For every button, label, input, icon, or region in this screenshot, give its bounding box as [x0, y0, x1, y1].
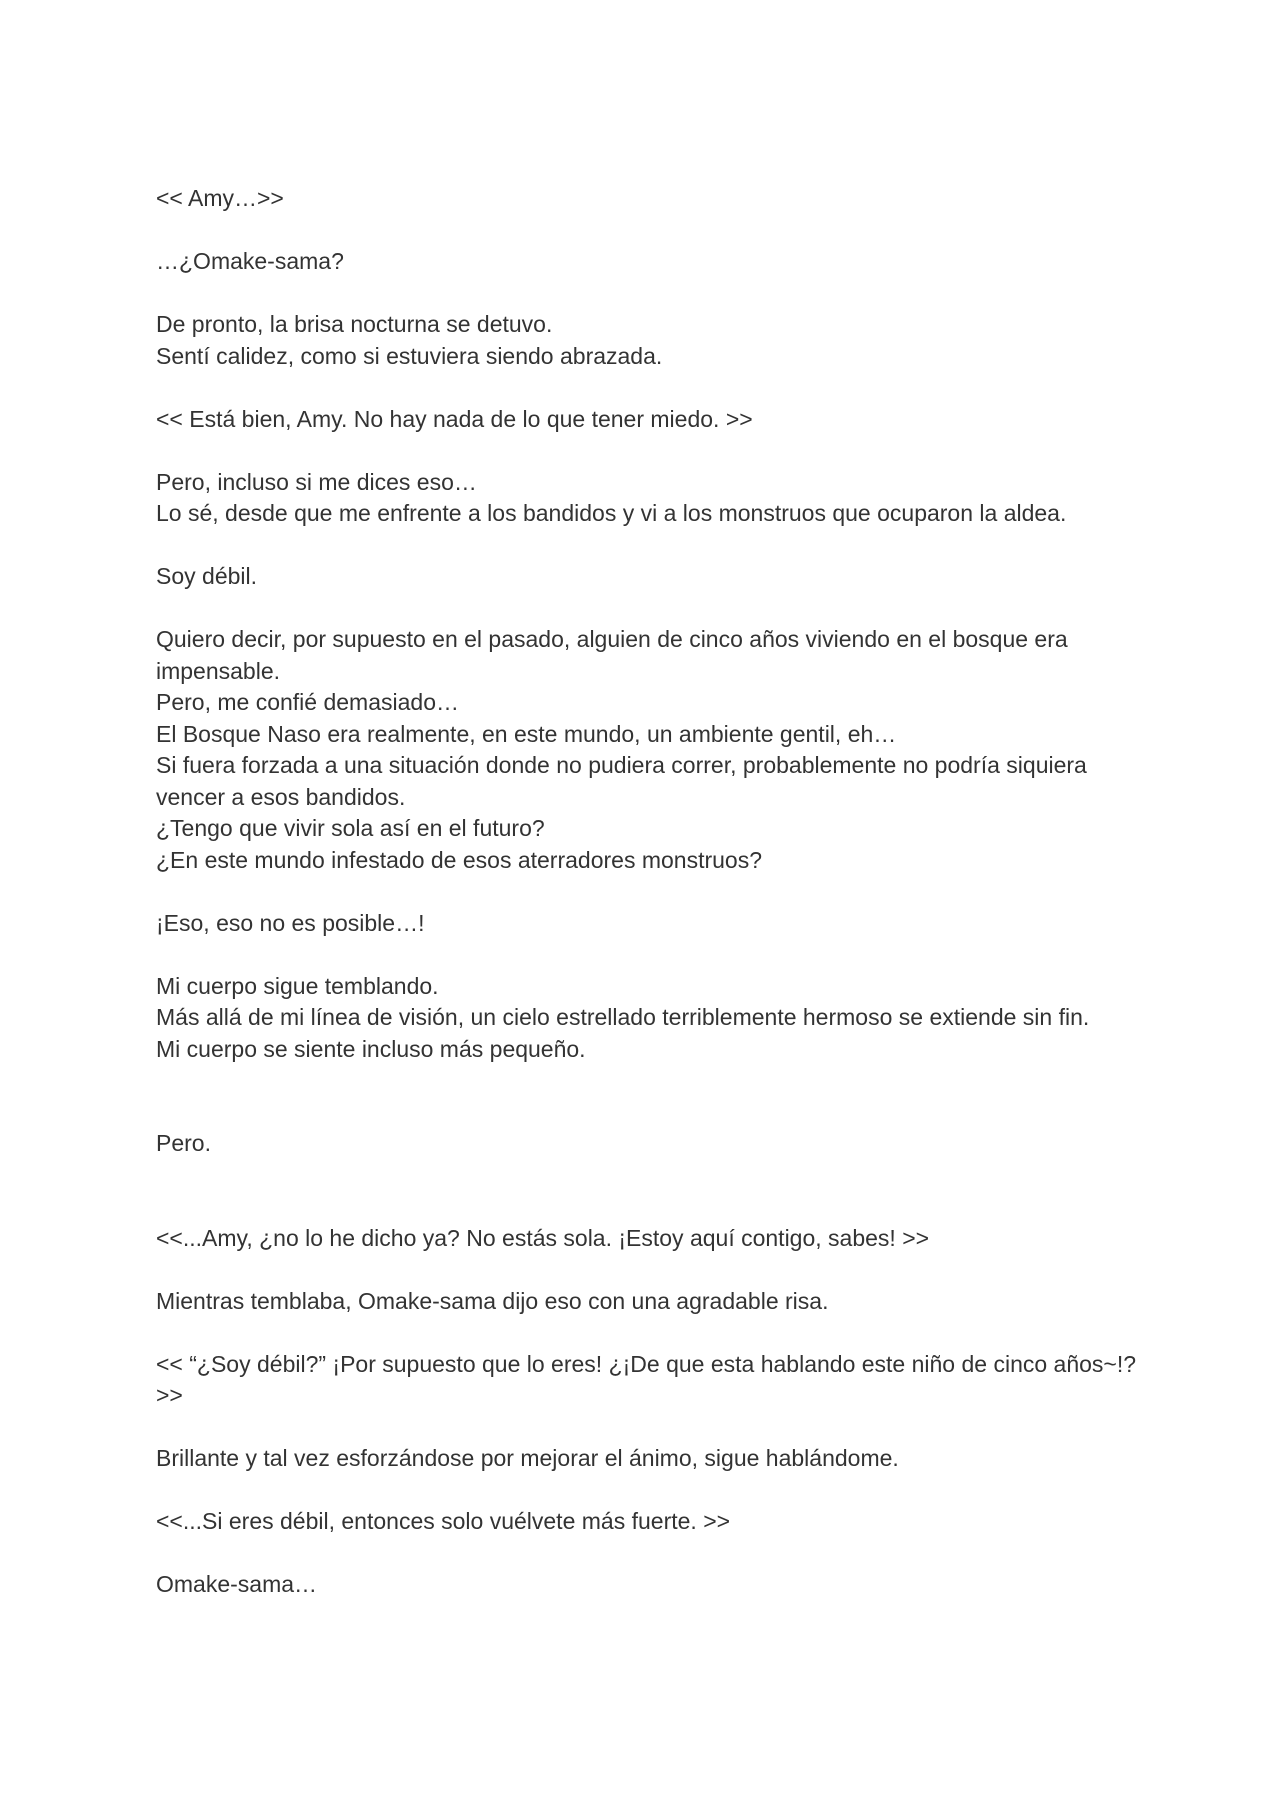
paragraph: [156, 624, 1156, 876]
text-line: Soy débil.: [156, 563, 258, 589]
blank-line: [156, 1191, 1156, 1223]
text-line: Quiero decir, por supuesto en el pasado, alguien de cinco años viviendo en el bosque era impensable.: [156, 626, 1075, 684]
blank-line: [156, 1097, 1156, 1129]
paragraph: [156, 183, 1156, 215]
paragraph: [156, 246, 1156, 278]
text-line: …¿Omake-sama?: [156, 248, 344, 274]
paragraph: [156, 1443, 1156, 1475]
text-line: Si fuera forzada a una situación donde no pudiera correr, probablemente no podría siquiera vencer a esos bandidos.: [156, 752, 1094, 810]
text-line: << Está bien, Amy. No hay nada de lo que tener miedo. >>: [156, 405, 753, 432]
text-line: Brillante y tal vez esforzándose por mejorar el ánimo, sigue hablándome.: [156, 1445, 899, 1471]
text-line: ¿En este mundo infestado de esos aterradores monstruos?: [156, 846, 763, 873]
paragraph: [156, 404, 1156, 436]
text-line: <<...Amy, ¿no lo he dicho ya? No estás sola. ¡Estoy aquí contigo, sabes! >>: [156, 1224, 930, 1251]
text-line: Mientras temblaba, Omake-sama dijo eso con una agradable risa.: [156, 1287, 829, 1314]
text-line: Pero, incluso si me dices eso…: [156, 468, 477, 495]
text-line: ¡Eso, eso no es posible…!: [156, 909, 425, 936]
text-line: Sentí calidez, como si estuviera siendo abrazada.: [156, 342, 663, 369]
paragraph: [156, 908, 1156, 940]
text-line: Lo sé, desde que me enfrente a los bandidos y vi a los monstruos que ocuparon la aldea.: [156, 500, 1067, 526]
text-line: << Amy…>>: [156, 185, 284, 211]
paragraph: [156, 467, 1156, 530]
text-line: El Bosque Naso era realmente, en este mundo, un ambiente gentil, eh…: [156, 720, 897, 747]
paragraph: [156, 309, 1156, 372]
text-line: << “¿Soy débil?” ¡Por supuesto que lo eres! ¿¡De que esta hablando este niño de cinco años~!?>>: [156, 1350, 1137, 1408]
text-line: Mi cuerpo se siente incluso más pequeño.: [156, 1035, 586, 1062]
text-line: Omake-sama…: [156, 1571, 318, 1597]
paragraph: [156, 1569, 1156, 1601]
paragraph: [156, 971, 1156, 1066]
text-line: Más allá de mi línea de visión, un cielo estrellado terriblemente hermoso se extiende sin fin.: [156, 1004, 1090, 1030]
paragraph: [156, 1286, 1156, 1318]
document-body: [156, 183, 1156, 1632]
text-line: Pero.: [156, 1130, 211, 1156]
text-line: Mi cuerpo sigue temblando.: [156, 972, 439, 999]
text-line: ¿Tengo que vivir sola así en el futuro?: [156, 815, 545, 841]
paragraph: [156, 1506, 1156, 1538]
paragraph: [156, 1349, 1156, 1412]
text-line: <<...Si eres débil, entonces solo vuélvete más fuerte. >>: [156, 1508, 731, 1534]
paragraph: [156, 1128, 1156, 1160]
paragraph: [156, 561, 1156, 593]
paragraph: [156, 1223, 1156, 1255]
text-line: Pero, me confié demasiado…: [156, 689, 459, 715]
text-line: De pronto, la brisa nocturna se detuvo.: [156, 311, 553, 337]
